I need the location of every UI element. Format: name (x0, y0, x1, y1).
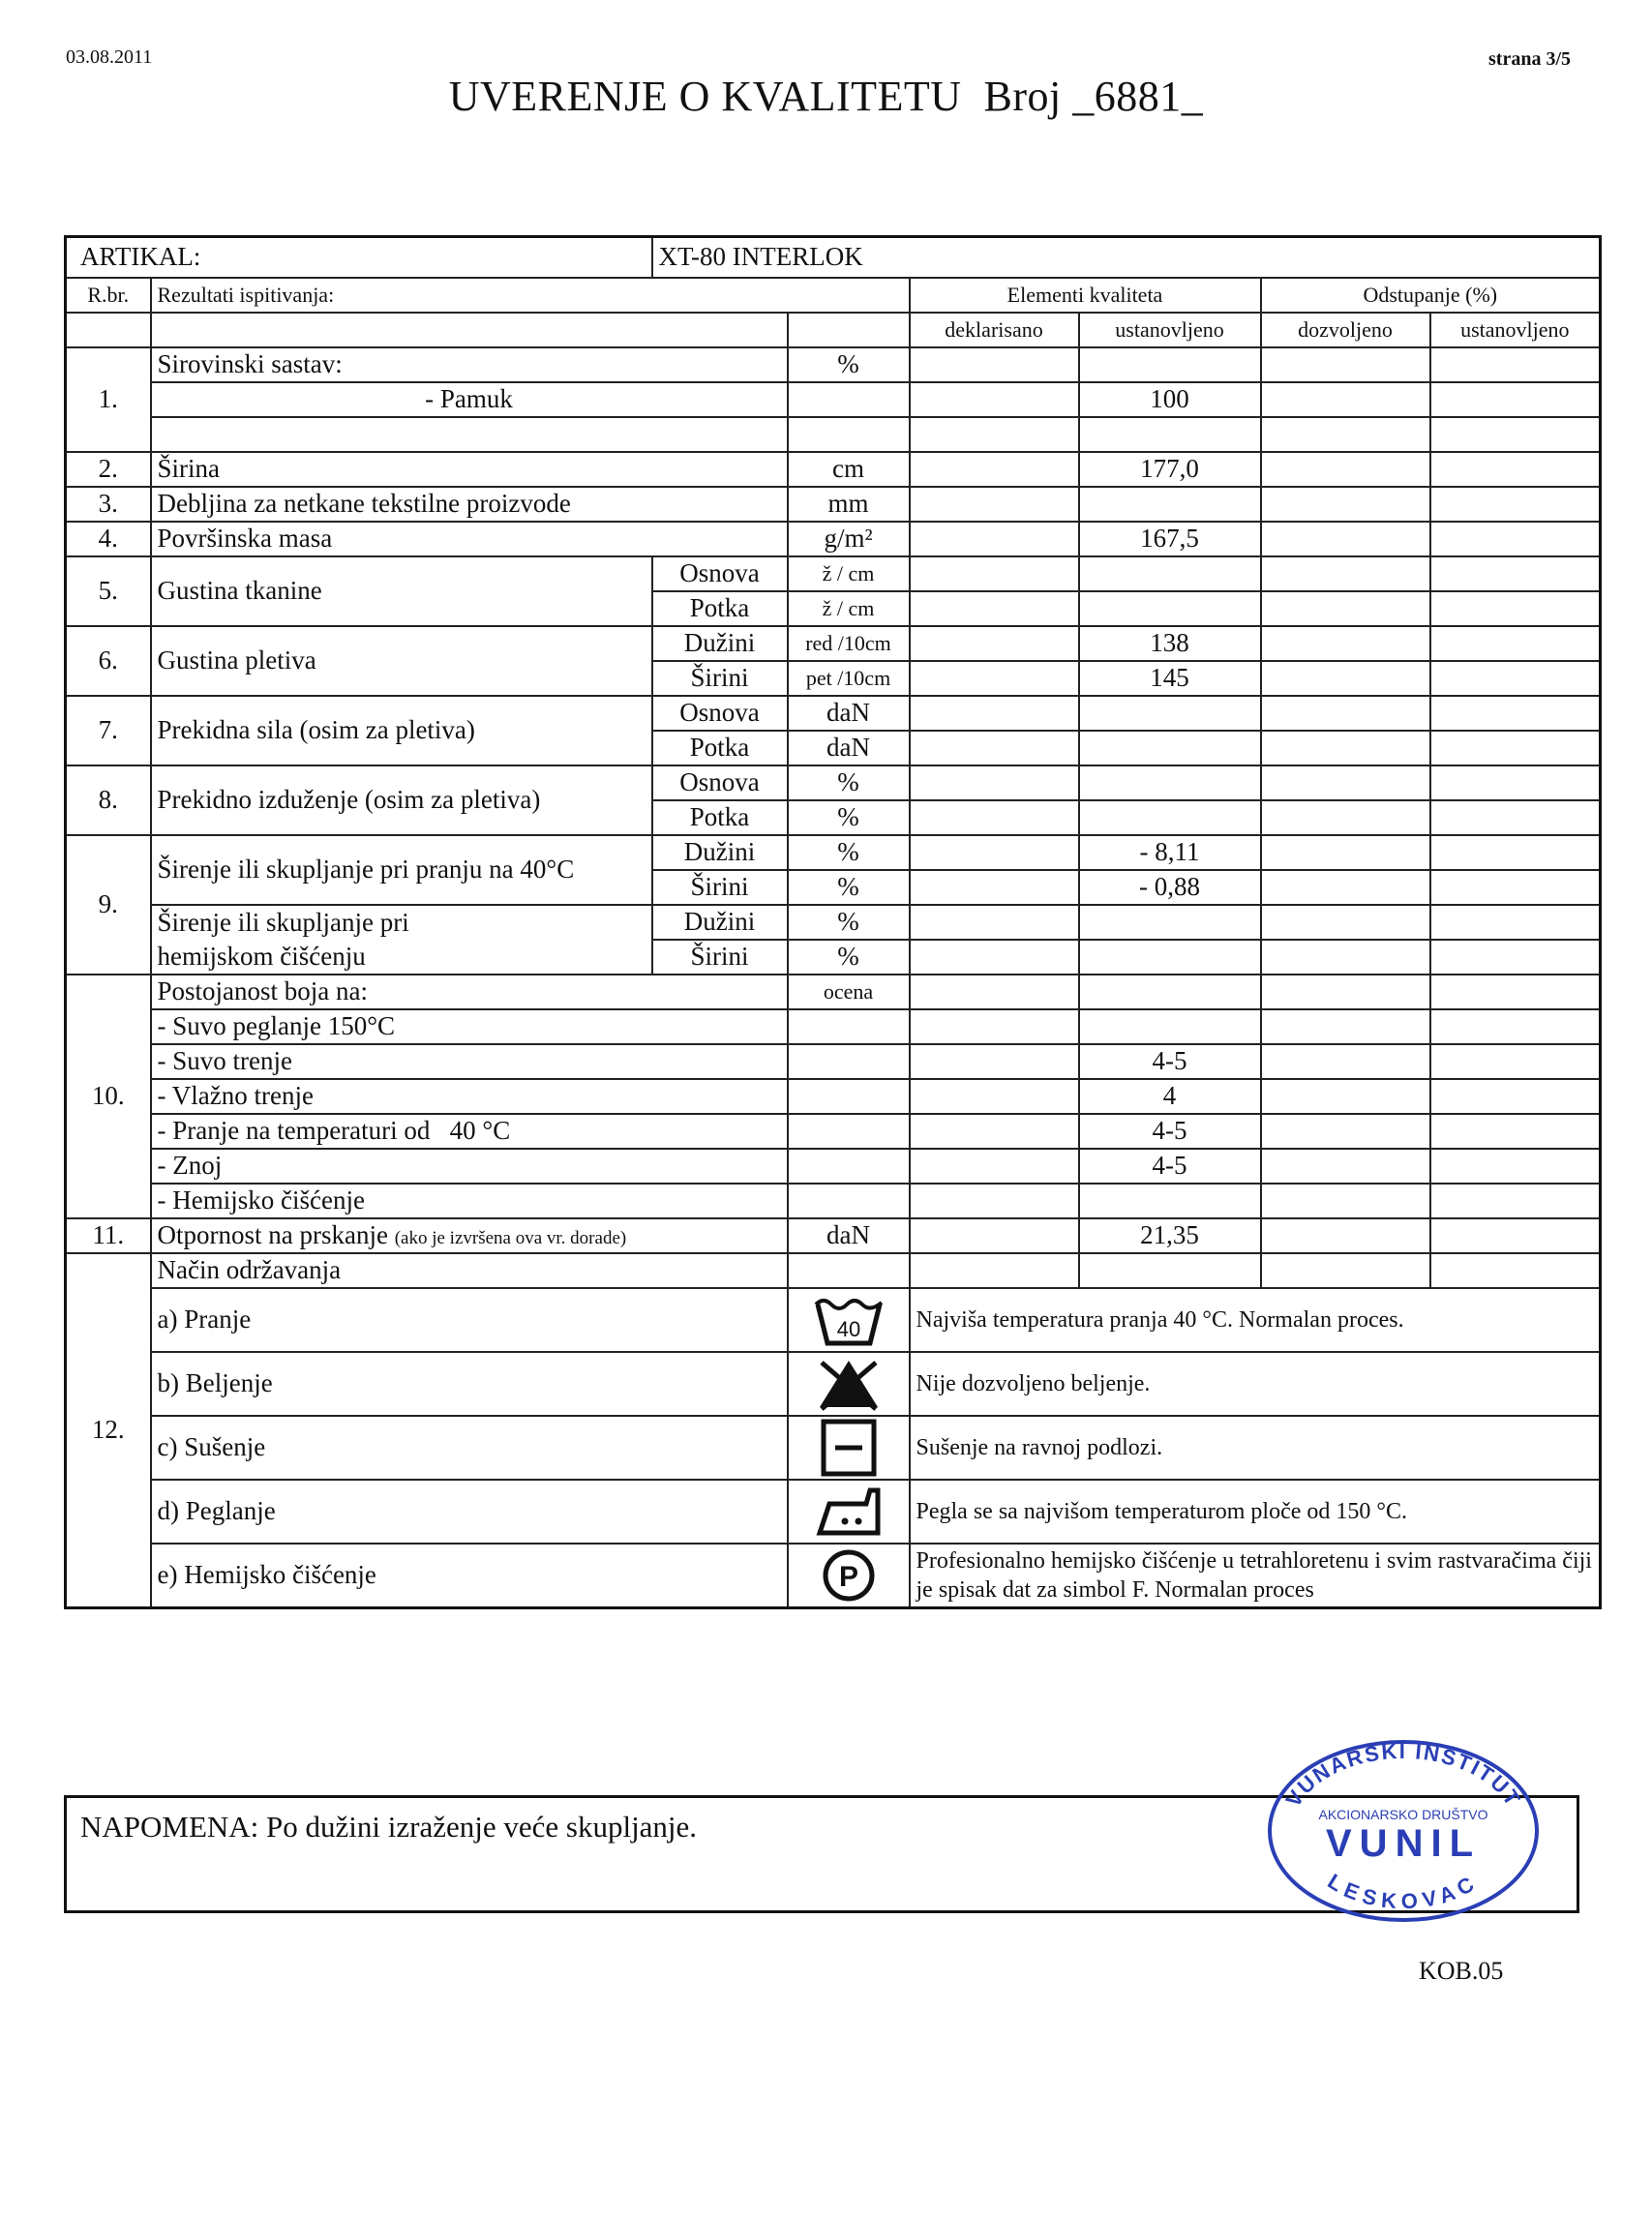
row-number: 11. (66, 1218, 151, 1253)
care-label: e) Hemijsko čišćenje (151, 1544, 788, 1608)
header-established: ustanovljeno (1079, 313, 1261, 347)
no-bleach-icon (788, 1352, 910, 1416)
stamp-top-text: VUNARSKI INSTITUT (1280, 1738, 1526, 1812)
row-label: Širenje ili skupljanje pri pranju na 40°C (151, 835, 652, 905)
row-number: 12. (66, 1253, 151, 1608)
article-label: ARTIKAL: (66, 237, 652, 278)
row-value: 4-5 (1079, 1114, 1261, 1149)
row-sub-label: Dužini (652, 835, 788, 870)
row-sub-label: Širini (652, 870, 788, 905)
care-text: Nije dozvoljeno beljenje. (910, 1352, 1601, 1416)
row-label-note: (ako je izvršena ova vr. dorade) (394, 1228, 627, 1248)
row-unit: cm (788, 452, 910, 487)
care-label: b) Beljenje (151, 1352, 788, 1416)
row-label: Gustina tkanine (151, 556, 652, 626)
row-value: 145 (1079, 661, 1261, 696)
row-label: Sirovinski sastav: (151, 347, 788, 382)
row-sub-label: - Vlažno trenje (151, 1079, 788, 1114)
header-allowed: dozvoljeno (1261, 313, 1430, 347)
row-label: Površinska masa (151, 522, 788, 556)
row-number: 10. (66, 975, 151, 1218)
row-label: hemijskom čišćenju (151, 940, 652, 975)
row-sub-label: Širini (652, 940, 788, 975)
header-deviation: Odstupanje (%) (1261, 278, 1601, 313)
row-value: 100 (1079, 382, 1261, 417)
flat-dry-icon (788, 1416, 910, 1480)
row-label: Način održavanja (151, 1253, 788, 1288)
care-label: d) Peglanje (151, 1480, 788, 1544)
row-unit: % (788, 905, 910, 940)
row-sub-label: Širini (652, 661, 788, 696)
row-number: 8. (66, 765, 151, 835)
row-sub-label: Osnova (652, 696, 788, 731)
header-quality: Elementi kvaliteta (910, 278, 1261, 313)
svg-text:VUNARSKI INSTITUT (1280, 1739, 1525, 1812)
row-value: - 8,11 (1079, 835, 1261, 870)
row-unit: % (788, 800, 910, 835)
header-declared: deklarisano (910, 313, 1079, 347)
row-unit: % (788, 835, 910, 870)
row-sub-label: Osnova (652, 556, 788, 591)
row-sub-label: Osnova (652, 765, 788, 800)
row-unit: % (788, 347, 910, 382)
row-number: 3. (66, 487, 151, 522)
row-unit: ž / cm (788, 591, 910, 626)
row-label: Širenje ili skupljanje pri (151, 905, 652, 940)
wash-temp-text: 40 (836, 1316, 860, 1341)
header-results: Rezultati ispitivanja: (151, 278, 910, 313)
row-number: 4. (66, 522, 151, 556)
row-value: 167,5 (1079, 522, 1261, 556)
row-value: - 0,88 (1079, 870, 1261, 905)
row-sub-label: Dužini (652, 905, 788, 940)
row-value: 4-5 (1079, 1044, 1261, 1079)
care-text: Profesionalno hemijsko čišćenje u tetrahloretenu i svim rastvaračima čiji je spisak dat za simbol F. Normalan proces (910, 1544, 1601, 1608)
stamp-bottom-text: LESKOVAC (1323, 1869, 1484, 1914)
row-label: Postojanost boja na: (151, 975, 788, 1009)
row-unit: % (788, 870, 910, 905)
row-value: 4 (1079, 1079, 1261, 1114)
row-sub-label: Potka (652, 731, 788, 765)
row-sub-label: - Pranje na temperaturi od 40 °C (151, 1114, 788, 1149)
wash-40-icon (788, 1288, 910, 1352)
article-value: XT-80 INTERLOK (652, 237, 1601, 278)
iron-two-dots-icon (788, 1480, 910, 1544)
row-label: Prekidno izduženje (osim za pletiva) (151, 765, 652, 835)
row-unit: red /10cm (788, 626, 910, 661)
row-unit: % (788, 940, 910, 975)
row-label-main: Otpornost na prskanje (157, 1220, 388, 1249)
row-unit: pet /10cm (788, 661, 910, 696)
document-date: 03.08.2011 (66, 46, 153, 68)
row-unit: ž / cm (788, 556, 910, 591)
row-value: 177,0 (1079, 452, 1261, 487)
form-code: KOB.05 (1419, 1957, 1504, 1985)
row-value (1079, 1009, 1261, 1044)
row-sub-label: - Znoj (151, 1149, 788, 1184)
dry-clean-letter: P (838, 1560, 858, 1593)
stamp-mid-text: AKCIONARSKO DRUŠTVO (1318, 1807, 1488, 1822)
row-sub-label: - Suvo trenje (151, 1044, 788, 1079)
row-sub-label: - Hemijsko čišćenje (151, 1184, 788, 1218)
row-unit: daN (788, 1218, 910, 1253)
row-label: Širina (151, 452, 788, 487)
row-unit: daN (788, 731, 910, 765)
row-sub-label: Potka (652, 591, 788, 626)
header-rbr: R.br. (66, 278, 151, 313)
care-text: Najviša temperatura pranja 40 °C. Normalan proces. (910, 1288, 1601, 1352)
care-text: Pegla se sa najvišom temperaturom ploče od 150 °C. (910, 1480, 1601, 1544)
row-value: 4-5 (1079, 1149, 1261, 1184)
row-unit: ocena (788, 975, 910, 1009)
row-number: 9. (66, 835, 151, 975)
row-label: Prekidna sila (osim za pletiva) (151, 696, 652, 765)
row-unit: % (788, 765, 910, 800)
row-sub-label: Dužini (652, 626, 788, 661)
row-number: 1. (66, 347, 151, 452)
note-text: NAPOMENA: Po dužini izraženje veće skupljanje. (80, 1810, 698, 1844)
row-sub-label: Potka (652, 800, 788, 835)
row-number: 6. (66, 626, 151, 696)
row-value: 21,35 (1079, 1218, 1261, 1253)
row-label (151, 1218, 788, 1253)
row-sub-label: - Suvo peglanje 150°C (151, 1009, 788, 1044)
certificate-number: Broj _6881_ (983, 73, 1204, 120)
row-unit: daN (788, 696, 910, 731)
page-indicator: strana 3/5 (1488, 48, 1571, 70)
row-number: 5. (66, 556, 151, 626)
document-title (0, 72, 1652, 121)
row-unit: g/m² (788, 522, 910, 556)
row-sub-label: - Pamuk (151, 382, 788, 417)
institute-stamp (1263, 1734, 1544, 1928)
care-label: c) Sušenje (151, 1416, 788, 1480)
row-number: 7. (66, 696, 151, 765)
row-value (1079, 1184, 1261, 1218)
row-label: Debljina za netkane tekstilne proizvode (151, 487, 788, 522)
row-number: 2. (66, 452, 151, 487)
stamp-center-text: VUNIL (1326, 1822, 1481, 1865)
row-label: Gustina pletiva (151, 626, 652, 696)
care-text: Sušenje na ravnoj podlozi. (910, 1416, 1601, 1480)
header-established-deviation: ustanovljeno (1430, 313, 1601, 347)
title-text: UVERENJE O KVALITETU (448, 73, 962, 120)
svg-text:LESKOVAC (1324, 1869, 1484, 1913)
row-value: 138 (1079, 626, 1261, 661)
care-label: a) Pranje (151, 1288, 788, 1352)
dry-clean-p-icon (788, 1544, 910, 1608)
quality-table (64, 235, 1602, 1609)
row-unit: mm (788, 487, 910, 522)
